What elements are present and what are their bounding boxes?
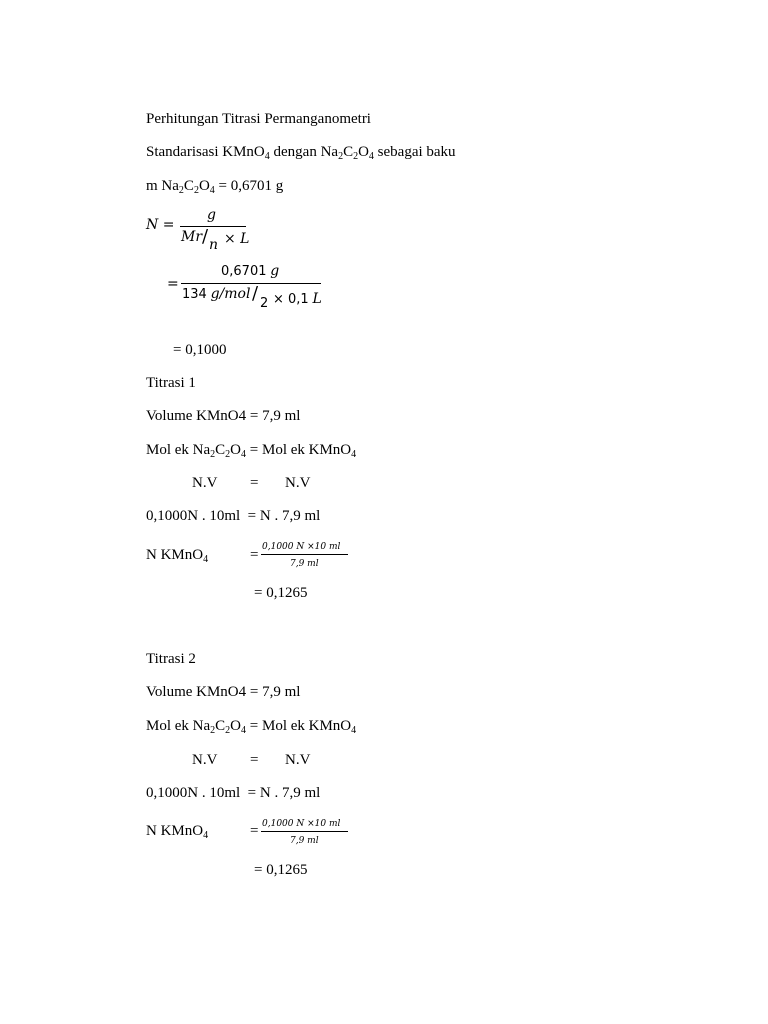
fraction-numerator: 0,1000 N ×10 ml: [262, 542, 341, 552]
formula-denominator-n: n: [209, 237, 219, 253]
formula-denominator-slash: /: [202, 226, 209, 247]
nv-right: N.V: [285, 475, 311, 491]
nv-equals: =: [250, 752, 259, 768]
formula-fraction-bar: [180, 226, 246, 227]
fraction-equals: =: [250, 547, 259, 563]
titration-volume: Volume KMnO4 = 7,9 ml: [146, 684, 301, 700]
fraction-denominator: 7,9 ml: [290, 836, 319, 846]
mass-line: m $Na_2C_2O_4 = 0,6701$ g: [146, 178, 284, 196]
titration-heading: Titrasi 1: [146, 375, 196, 391]
titration-result: = 0,1265: [254, 585, 308, 601]
formula-lhs: N =: [146, 217, 175, 233]
nv-right: N.V: [285, 752, 311, 768]
substituted-numerator: 0,6701 g: [221, 263, 280, 279]
standardization-heading: Standarisasi KMnO$_4$ dengan $Na_2C_2O_4$ sebagai baku: [146, 144, 456, 162]
formula-denominator-mr: Mr: [181, 229, 203, 245]
titration-mol-equation: Mol ek $Na_2C_2O_4$ = Mol ek KMnO$_4$: [146, 718, 357, 736]
titration-mol-equation: Mol ek $Na_2C_2O_4$ = Mol ek KMnO$_4$: [146, 442, 357, 460]
fraction-numerator: 0,1000 N ×10 ml: [262, 819, 341, 829]
nv-left: N.V: [192, 475, 218, 491]
n-kmno4-label: N KMnO$_4$: [146, 547, 209, 565]
fraction-equals: =: [250, 823, 259, 839]
titration-volume: Volume KMnO4 = 7,9 ml: [146, 408, 301, 424]
nv-equals: =: [250, 475, 259, 491]
formula-numerator: g: [207, 207, 216, 223]
substituted-fraction-bar: [181, 283, 321, 284]
titration-calculation: 0,1000N . 10ml = N . 7,9 ml: [146, 785, 321, 801]
substituted-denominator-mass: 134 g/mol: [182, 286, 251, 302]
titration-heading: Titrasi 2: [146, 651, 196, 667]
substituted-eq: =: [167, 276, 179, 292]
document-title: Perhitungan Titrasi Permanganometri: [146, 111, 371, 127]
formula-denominator-times: × L: [224, 231, 250, 247]
substituted-denominator-slash: /: [252, 283, 259, 304]
substituted-denominator-volume: × 0,1 L: [273, 291, 322, 307]
titration-result: = 0,1265: [254, 862, 308, 878]
substituted-denominator-n: 2: [260, 296, 269, 311]
nv-left: N.V: [192, 752, 218, 768]
titration-calculation: 0,1000N . 10ml = N . 7,9 ml: [146, 508, 321, 524]
fraction-denominator: 7,9 ml: [290, 559, 319, 569]
standardization-result: = 0,1000: [173, 342, 227, 358]
n-kmno4-label: N KMnO$_4$: [146, 823, 209, 841]
